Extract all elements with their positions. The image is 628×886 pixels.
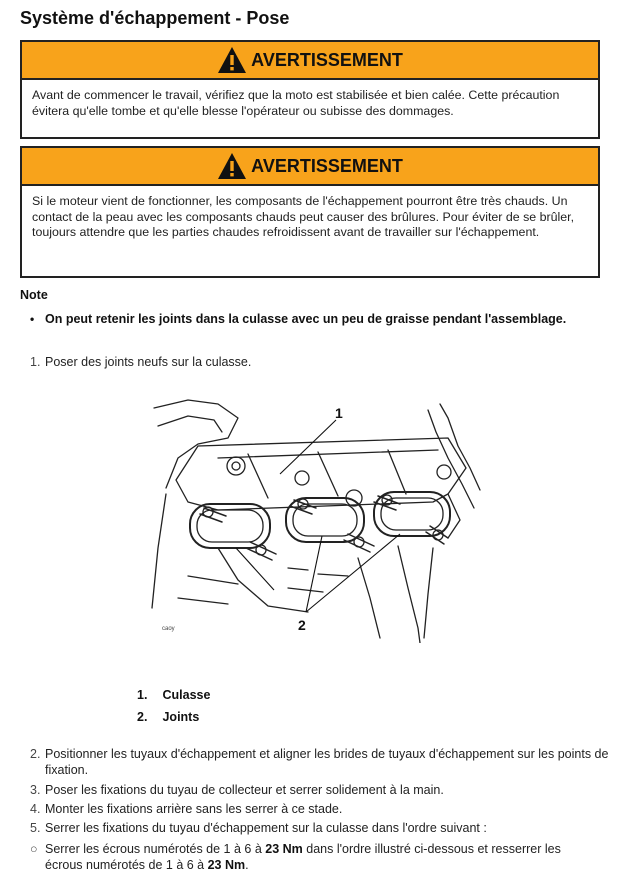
note-item	[30, 311, 575, 327]
callout-1: 1	[335, 405, 343, 421]
step-text: Poser les fixations du tuyau de collecteur et serrer solidement à la main.	[45, 783, 444, 797]
warning-text-1: Avant de commencer le travail, vérifiez que la moto est stabilisée et bien calée. Cette précaution évitera qu'elle tombe et qu'elle blesse l'opérateur ou subisse des dommages.	[32, 88, 560, 118]
step-number: 3.	[30, 783, 41, 797]
step-number: 5.	[30, 821, 41, 835]
torque-value-2: 23 Nm	[207, 858, 246, 872]
substep-text-3: .	[245, 858, 249, 872]
substep-torque	[30, 841, 565, 873]
legend-label: Joints	[162, 710, 200, 724]
warning-box-1	[20, 40, 600, 139]
legend-item-2	[137, 710, 199, 724]
figure-code: caoy	[162, 626, 175, 632]
legend-number: 2.	[137, 710, 148, 724]
step-number: 1.	[30, 355, 41, 369]
step-3	[30, 782, 615, 798]
legend-number: 1.	[137, 688, 148, 702]
substep-text-1: Serrer les écrous numérotés de 1 à 6 à	[45, 842, 266, 856]
legend-item-1	[137, 688, 210, 702]
step-text: Monter les fixations arrière sans les serrer à ce stade.	[45, 802, 343, 816]
legend-label: Culasse	[162, 688, 211, 702]
step-5	[30, 820, 615, 836]
callout-2: 2	[298, 617, 306, 633]
step-number: 2.	[30, 747, 41, 761]
cylinder-head-illustration	[148, 398, 483, 643]
torque-value-1: 23 Nm	[265, 842, 303, 856]
step-number: 4.	[30, 802, 41, 816]
warning-header-1	[22, 42, 598, 80]
page-title: Système d'échappement - Pose	[20, 8, 290, 28]
step-text: Poser des joints neufs sur la culasse.	[45, 355, 252, 369]
note-bullet: •	[30, 312, 35, 326]
warning-box-2	[20, 146, 600, 278]
warning-heading-2: AVERTISSEMENT	[251, 155, 403, 176]
note-title: Note	[20, 288, 48, 302]
note-item-text: On peut retenir les joints dans la culasse avec un peu de graisse pendant l'assemblage.	[45, 312, 567, 326]
warning-text-2: Si le moteur vient de fonctionner, les composants de l'échappement pourront être très chauds. Un contact de la peau avec les composants chauds peut causer des brûlures. Pour éviter de se brûler, toujours attendre que les parties chaudes refroidissent avant de travailler sur l'échappement.	[32, 194, 575, 239]
step-4	[30, 801, 615, 817]
step-text: Serrer les fixations du tuyau d'échappement sur la culasse dans l'ordre suivant :	[45, 821, 487, 835]
step-text: Positionner les tuyaux d'échappement et aligner les brides de tuyaux d'échappement sur les points de fixation.	[45, 747, 609, 777]
substep-text-2: dans l'ordre illustré ci-dessous et resserrer les écrous numérotés de 1 à 6 à	[45, 842, 561, 872]
warning-triangle-icon	[217, 152, 247, 180]
step-2	[30, 746, 615, 778]
warning-triangle-icon	[217, 46, 247, 74]
warning-heading-1: AVERTISSEMENT	[251, 49, 403, 70]
step-1	[30, 354, 615, 370]
substep-bullet: ○	[30, 842, 38, 856]
warning-header-2	[22, 148, 598, 186]
